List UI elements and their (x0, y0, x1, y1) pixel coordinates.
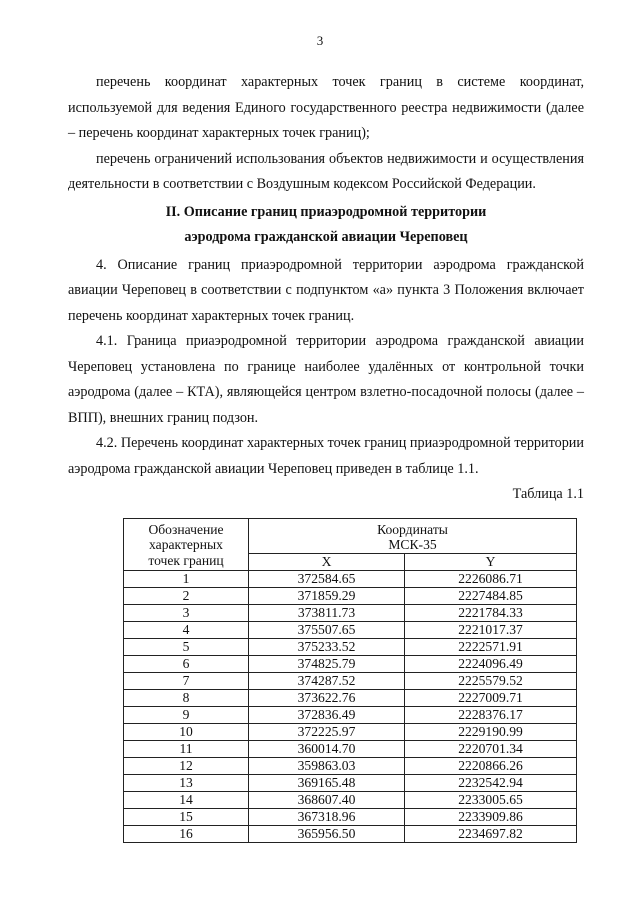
table-row (124, 791, 577, 808)
header-point-designation (124, 518, 249, 570)
coord-y: 2221017.37 (405, 621, 577, 638)
table-row (124, 672, 577, 689)
coord-x: 372225.97 (249, 723, 405, 740)
coord-y: 2220866.26 (405, 757, 577, 774)
point-number: 13 (124, 774, 249, 791)
coord-x: 375233.52 (249, 638, 405, 655)
point-number: 15 (124, 808, 249, 825)
point-number: 10 (124, 723, 249, 740)
paragraph-4: 4. Описание границ приаэродромной территории аэродрома гражданской авиации Череповец в соответствии с подпунктом «а» пункта 3 Положения включает перечень координат характерных точек границ. (68, 256, 584, 324)
coord-x: 371859.29 (249, 587, 405, 604)
paragraph-4-2: 4.2. Перечень координат характерных точек границ приаэродромной территории аэродрома гражданской авиации Череповец приведен в таблице 1.1. (68, 435, 584, 477)
coord-y: 2227484.85 (405, 587, 577, 604)
paragraph-coordinates-list: перечень координат характерных точек границ в системе координат, используемой для ведения Единого государственного реестра недвижимости (далее – перечень координат характерных точек границ); (68, 74, 584, 141)
point-number: 14 (124, 791, 249, 808)
coord-x: 373622.76 (249, 689, 405, 706)
table-row (124, 757, 577, 774)
point-number: 6 (124, 655, 249, 672)
coord-x: 373811.73 (249, 604, 405, 621)
table-row (124, 808, 577, 825)
table-row (124, 570, 577, 587)
table-body (124, 570, 577, 842)
table-row (124, 604, 577, 621)
section-heading-line-1: II. Описание границ приаэродромной территории (165, 203, 487, 220)
table-row (124, 706, 577, 723)
point-number: 12 (124, 757, 249, 774)
coord-x: 372584.65 (249, 570, 405, 587)
header-coords-line-1: Координаты (377, 521, 448, 537)
header-y: Y (405, 553, 577, 570)
header-desc-line-2: характерных (149, 537, 223, 552)
table-row (124, 774, 577, 791)
coord-x: 367318.96 (249, 808, 405, 825)
header-coordinates (249, 518, 577, 553)
coord-x: 374825.79 (249, 655, 405, 672)
coordinates-table (123, 518, 577, 843)
coord-y: 2229190.99 (405, 723, 577, 740)
coord-x: 369165.48 (249, 774, 405, 791)
point-number: 1 (124, 570, 249, 587)
header-x: X (249, 553, 405, 570)
table-row (124, 689, 577, 706)
coord-y: 2226086.71 (405, 570, 577, 587)
coord-x: 375507.65 (249, 621, 405, 638)
coord-y: 2232542.94 (405, 774, 577, 791)
header-desc-line-3: точек границ (148, 552, 224, 568)
coord-y: 2233909.86 (405, 808, 577, 825)
document-body (68, 70, 584, 843)
point-number: 2 (124, 587, 249, 604)
coord-y: 2234697.82 (405, 825, 577, 842)
table-row (124, 655, 577, 672)
point-number: 4 (124, 621, 249, 638)
point-number: 8 (124, 689, 249, 706)
table-row (124, 638, 577, 655)
point-number: 3 (124, 604, 249, 621)
table-row (124, 740, 577, 757)
section-heading-line-2: аэродрома гражданской авиации Череповец (184, 229, 468, 245)
point-number: 11 (124, 740, 249, 757)
point-number: 5 (124, 638, 249, 655)
point-number: 7 (124, 672, 249, 689)
table-caption: Таблица 1.1 (512, 486, 584, 502)
paragraph-4-1: 4.1. Граница приаэродромной территории аэродрома гражданской авиации Череповец установлена по границе наиболее удалённых от контрольной точки аэродрома (далее – КТА), являющейся центром взлетно-посадочной полосы (далее – ВПП), внешних границ подзон. (68, 333, 584, 426)
coord-y: 2228376.17 (405, 706, 577, 723)
table-row (124, 825, 577, 842)
header-desc-line-1: Обозначение (148, 521, 224, 537)
coord-x: 359863.03 (249, 757, 405, 774)
coord-x: 374287.52 (249, 672, 405, 689)
coord-y: 2222571.91 (405, 638, 577, 655)
coord-x: 368607.40 (249, 791, 405, 808)
coord-y: 2225579.52 (405, 672, 577, 689)
table-row (124, 587, 577, 604)
table-row (124, 723, 577, 740)
paragraph-restrictions-list: перечень ограничений использования объектов недвижимости и осуществления деятельности в соответствии с Воздушным кодексом Российской Федерации. (68, 150, 584, 192)
table-row (124, 621, 577, 638)
coord-x: 372836.49 (249, 706, 405, 723)
coord-x: 360014.70 (249, 740, 405, 757)
coord-y: 2221784.33 (405, 604, 577, 621)
coord-x: 365956.50 (249, 825, 405, 842)
coord-y: 2224096.49 (405, 655, 577, 672)
header-coords-line-2: МСК-35 (388, 537, 437, 552)
point-number: 9 (124, 706, 249, 723)
section-heading (68, 200, 584, 251)
page-number: 3 (316, 33, 324, 48)
coord-y: 2233005.65 (405, 791, 577, 808)
coord-y: 2220701.34 (405, 740, 577, 757)
point-number: 16 (124, 825, 249, 842)
coord-y: 2227009.71 (405, 689, 577, 706)
